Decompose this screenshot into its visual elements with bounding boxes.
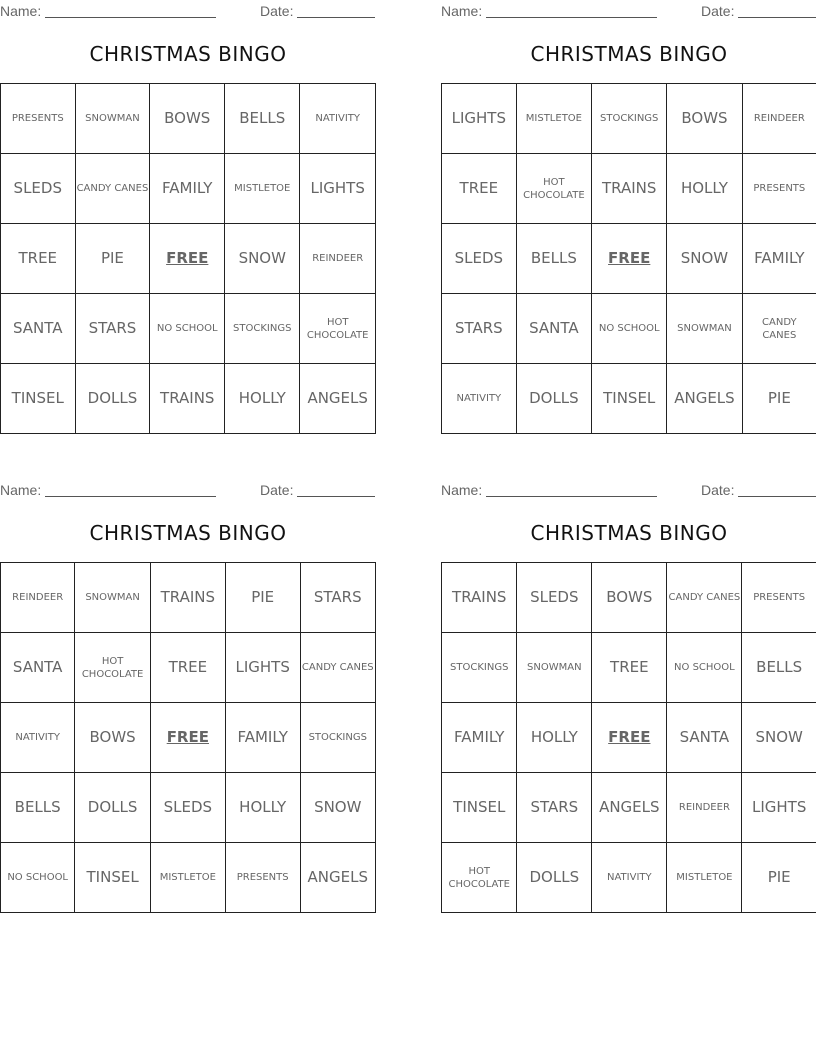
bingo-cell[interactable]: TINSEL (592, 364, 667, 434)
bingo-cell[interactable]: TRAINS (592, 154, 667, 224)
name-date-line (0, 479, 376, 499)
bingo-cell[interactable]: NO SCHOOL (592, 294, 667, 364)
bingo-cell[interactable]: STOCKINGS (442, 633, 517, 703)
bingo-cell[interactable]: FAMILY (150, 154, 225, 224)
bingo-cell[interactable]: HOT CHOCOLATE (75, 633, 151, 703)
bingo-cell[interactable]: DOLLS (516, 364, 592, 434)
bingo-cell[interactable]: ANGELS (300, 843, 375, 913)
grid-row (442, 294, 816, 364)
bingo-cell[interactable]: CANDY CANES (300, 633, 375, 703)
bingo-cell[interactable]: REINDEER (1, 563, 75, 633)
date-label: Date: (260, 482, 294, 498)
card-title: CHRISTMAS BINGO (530, 521, 728, 545)
date-label: Date: (701, 482, 735, 498)
grid-row (442, 364, 816, 434)
free-space-cell[interactable]: FREE (592, 224, 667, 294)
bingo-cell[interactable]: HOLLY (225, 773, 300, 843)
date-blank (738, 17, 816, 18)
bingo-cell[interactable]: STARS (442, 294, 517, 364)
grid-row (1, 773, 376, 843)
bingo-cell[interactable]: TRAINS (150, 364, 225, 434)
free-space-cell[interactable]: FREE (150, 703, 225, 773)
bingo-cell[interactable]: NO SCHOOL (1, 843, 75, 913)
bingo-cell[interactable]: HOT CHOCOLATE (516, 154, 592, 224)
bingo-cell[interactable]: PRESENTS (742, 563, 816, 633)
bingo-cell[interactable]: TINSEL (1, 364, 76, 434)
date-blank (738, 496, 816, 497)
date-label: Date: (701, 3, 735, 19)
grid-row (442, 224, 816, 294)
name-label: Name: (0, 3, 42, 19)
bingo-grid (441, 562, 816, 913)
bingo-cell[interactable]: SNOWMAN (517, 633, 592, 703)
bingo-grid (0, 562, 376, 913)
bingo-grid (441, 83, 816, 434)
bingo-cell[interactable]: SNOW (667, 224, 742, 294)
grid-row (442, 703, 816, 773)
bingo-cell[interactable]: HOLLY (667, 154, 742, 224)
grid-row (1, 224, 376, 294)
bingo-cell[interactable]: PIE (742, 364, 816, 434)
bingo-cell[interactable]: HOLLY (225, 364, 300, 434)
bingo-cell[interactable]: PIE (75, 224, 150, 294)
bingo-cell[interactable]: TINSEL (442, 773, 517, 843)
bingo-cell[interactable]: NATIVITY (300, 84, 376, 154)
grid-row (1, 84, 376, 154)
bingo-cell[interactable]: SANTA (1, 294, 76, 364)
bingo-cell[interactable]: BOWS (75, 703, 151, 773)
grid-row (442, 563, 816, 633)
bingo-cell[interactable]: ANGELS (592, 773, 667, 843)
bingo-cell[interactable]: TREE (150, 633, 225, 703)
free-space-cell[interactable]: FREE (150, 224, 225, 294)
bingo-cell[interactable]: MISTLETOE (667, 843, 742, 913)
free-space-cell[interactable]: FREE (592, 703, 667, 773)
bingo-cell[interactable]: SNOW (742, 703, 816, 773)
bingo-cell[interactable]: NATIVITY (592, 843, 667, 913)
bingo-cell[interactable]: SLEDS (517, 563, 592, 633)
bingo-cell[interactable]: TINSEL (75, 843, 151, 913)
bingo-cell[interactable]: STARS (517, 773, 592, 843)
bingo-cell[interactable]: STARS (300, 563, 375, 633)
bingo-cell[interactable]: PRESENTS (225, 843, 300, 913)
bingo-cell[interactable]: CANDY CANES (742, 294, 816, 364)
grid-row (1, 703, 376, 773)
bingo-cell[interactable]: PIE (225, 563, 300, 633)
bingo-cell[interactable]: NO SCHOOL (150, 294, 225, 364)
bingo-cell[interactable]: SANTA (516, 294, 592, 364)
bingo-cell[interactable]: MISTLETOE (516, 84, 592, 154)
name-blank (45, 17, 216, 18)
bingo-cell[interactable]: FAMILY (442, 703, 517, 773)
card-title: CHRISTMAS BINGO (89, 521, 287, 545)
bingo-cell[interactable]: NATIVITY (442, 364, 517, 434)
bingo-cell[interactable]: SNOWMAN (667, 294, 742, 364)
grid-row (1, 633, 376, 703)
bingo-cell[interactable]: MISTLETOE (150, 843, 225, 913)
bingo-cell[interactable]: PRESENTS (742, 154, 816, 224)
name-blank (45, 496, 216, 497)
date-blank (297, 496, 375, 497)
bingo-cell[interactable]: REINDEER (300, 224, 376, 294)
bingo-cell[interactable]: LIGHTS (442, 84, 517, 154)
bingo-cell[interactable]: PRESENTS (1, 84, 76, 154)
date-label: Date: (260, 3, 294, 19)
bingo-cell[interactable]: SLEDS (150, 773, 225, 843)
bingo-cell[interactable]: DOLLS (517, 843, 592, 913)
bingo-cell[interactable]: TREE (592, 633, 667, 703)
grid-row (442, 773, 816, 843)
bingo-cell[interactable]: LIGHTS (742, 773, 816, 843)
bingo-cell[interactable]: SLEDS (1, 154, 76, 224)
bingo-cell[interactable]: NO SCHOOL (667, 633, 742, 703)
bingo-cell[interactable]: STARS (75, 294, 150, 364)
grid-row (1, 154, 376, 224)
bingo-cell[interactable]: STOCKINGS (225, 294, 300, 364)
bingo-cell[interactable]: ANGELS (667, 364, 742, 434)
bingo-cell[interactable]: PIE (742, 843, 816, 913)
bingo-cell[interactable]: SNOW (225, 224, 300, 294)
bingo-cell[interactable]: TREE (1, 224, 76, 294)
bingo-cell[interactable]: BELLS (1, 773, 75, 843)
bingo-cell[interactable]: STOCKINGS (300, 703, 375, 773)
bingo-cell[interactable]: STOCKINGS (592, 84, 667, 154)
bingo-cell[interactable]: BOWS (667, 84, 742, 154)
date-blank (297, 17, 375, 18)
bingo-cell[interactable]: BELLS (516, 224, 592, 294)
name-blank (486, 17, 657, 18)
bingo-cell[interactable]: REINDEER (742, 84, 816, 154)
bingo-cell[interactable]: DOLLS (75, 773, 151, 843)
bingo-cell[interactable]: CANDY CANES (75, 154, 150, 224)
bingo-cell[interactable]: TRAINS (150, 563, 225, 633)
bingo-cell[interactable]: REINDEER (667, 773, 742, 843)
name-date-line (0, 0, 376, 20)
bingo-cell[interactable]: SNOWMAN (75, 563, 151, 633)
grid-row (1, 294, 376, 364)
bingo-cell[interactable]: BELLS (742, 633, 816, 703)
bingo-cell[interactable]: DOLLS (75, 364, 150, 434)
bingo-cell[interactable]: BELLS (225, 84, 300, 154)
bingo-cell[interactable]: SNOW (300, 773, 375, 843)
name-date-line (441, 0, 816, 20)
bingo-cell[interactable]: TRAINS (442, 563, 517, 633)
name-date-line (441, 479, 816, 499)
grid-row (1, 364, 376, 434)
bingo-cell[interactable]: SANTA (667, 703, 742, 773)
bingo-cell[interactable]: MISTLETOE (225, 154, 300, 224)
name-label: Name: (0, 482, 42, 498)
grid-row (442, 154, 816, 224)
card-title: CHRISTMAS BINGO (530, 42, 728, 66)
bingo-cell[interactable]: LIGHTS (225, 633, 300, 703)
name-label: Name: (441, 482, 483, 498)
grid-row (442, 84, 816, 154)
bingo-cell[interactable]: CANDY CANES (667, 563, 742, 633)
name-blank (486, 496, 657, 497)
bingo-cell[interactable]: TREE (442, 154, 517, 224)
bingo-cell[interactable]: FAMILY (742, 224, 816, 294)
bingo-cell[interactable]: ANGELS (300, 364, 376, 434)
bingo-cell[interactable]: LIGHTS (300, 154, 376, 224)
bingo-cell[interactable]: FAMILY (225, 703, 300, 773)
name-label: Name: (441, 3, 483, 19)
bingo-cell[interactable]: HOLLY (517, 703, 592, 773)
bingo-cell[interactable]: NATIVITY (1, 703, 75, 773)
bingo-cell[interactable]: SNOWMAN (75, 84, 150, 154)
grid-row (1, 563, 376, 633)
grid-row (1, 843, 376, 913)
grid-row (442, 843, 816, 913)
bingo-cell[interactable]: SANTA (1, 633, 75, 703)
bingo-cell[interactable]: BOWS (592, 563, 667, 633)
bingo-cell[interactable]: HOT CHOCOLATE (300, 294, 376, 364)
bingo-grid (0, 83, 376, 434)
grid-row (442, 633, 816, 703)
bingo-cell[interactable]: BOWS (150, 84, 225, 154)
bingo-cell[interactable]: SLEDS (442, 224, 517, 294)
bingo-cell[interactable]: HOT CHOCOLATE (442, 843, 517, 913)
card-title: CHRISTMAS BINGO (89, 42, 287, 66)
